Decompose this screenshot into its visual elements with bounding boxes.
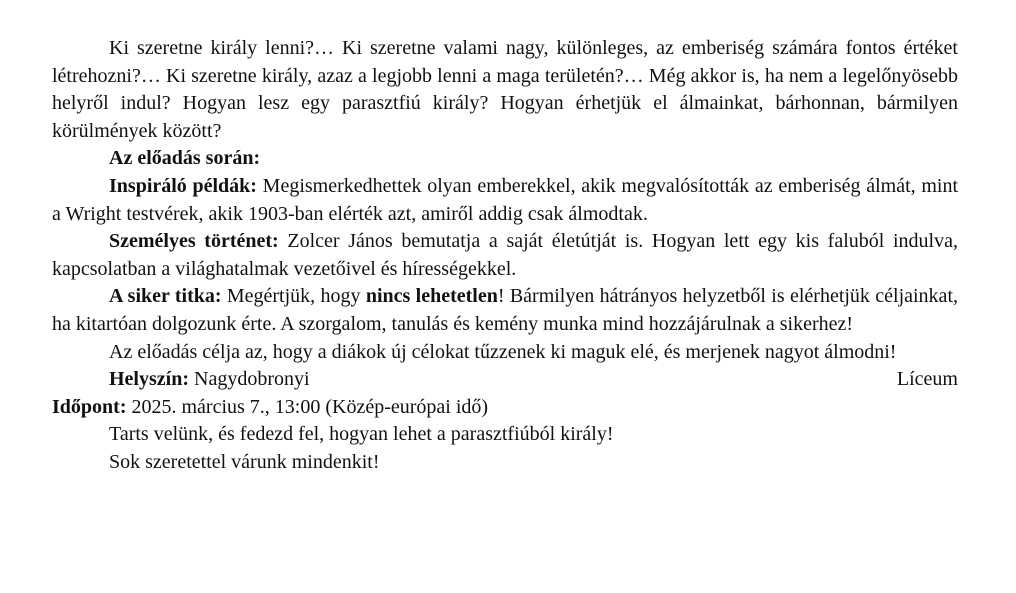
success-secret-label: A siker titka: — [109, 285, 222, 308]
venue-label: Helyszín: — [109, 368, 189, 391]
venue-start — [109, 366, 310, 394]
inspiring-examples-label: Inspiráló példák: — [109, 174, 257, 197]
personal-story-text: Zolcer János bemutatja a saját életútját is. Hogyan lett egy kis faluból indulva, kapcsolatban a világhatalmak vezetőivel és hírességekkel. — [52, 230, 958, 280]
time-label: Időpont: — [52, 395, 127, 418]
venue-value: Nagydobronyi — [189, 368, 310, 391]
section-heading: Az előadás során: — [109, 147, 261, 170]
personal-story-label: Személyes történet: — [109, 230, 279, 253]
closing-line-2: Sok szeretettel várunk mindenkit! — [109, 450, 380, 473]
personal-story-paragraph — [52, 228, 958, 283]
success-secret-emphasis: nincs lehetetlen — [365, 285, 498, 308]
time-line — [52, 394, 958, 422]
venue-line — [52, 366, 958, 394]
success-secret-paragraph — [52, 283, 958, 338]
inspiring-examples-paragraph — [52, 173, 958, 228]
document-body — [52, 35, 958, 477]
closing-line-1: Tarts velünk, és fedezd fel, hogyan lehet a parasztfiúból király! — [109, 423, 614, 446]
success-secret-text-before: Megértjük, hogy — [221, 285, 366, 308]
venue-value-end: Líceum — [896, 368, 958, 391]
success-secret-text-after: ! Bármilyen hátrányos helyzetből is elérhetjük céljainkat, ha kitartóan dolgozunk érte. A szorgalom, tanulás és kemény munka mind hozzájárulnak a sikerhez! — [52, 285, 958, 335]
goal-paragraph: Az előadás célja az, hogy a diákok új célokat tűzzenek ki maguk elé, és merjenek nagyot álmodni! — [109, 340, 897, 363]
time-value: 2025. március 7., 13:00 (Közép-európai idő) — [126, 395, 489, 418]
inspiring-examples-text: Megismerkedhettek olyan emberekkel, akik megvalósították az emberiség álmát, mint a Wright testvérek, akik 1903-ban elérték azt, amiről addig csak álmodtak. — [52, 174, 959, 225]
intro-paragraph: Ki szeretne király lenni?… Ki szeretne valami nagy, különleges, az emberiség számára fontos értéket létrehozni?… Ki szeretne király, azaz a legjobb lenni a maga területén?… Még akkor is, ha nem a legelőnyösebb helyről indul? Hogyan lesz egy parasztfiú király? Hogyan érhetjük el álmainkat, bárhonnan, bármilyen körülmények között? — [52, 37, 958, 142]
